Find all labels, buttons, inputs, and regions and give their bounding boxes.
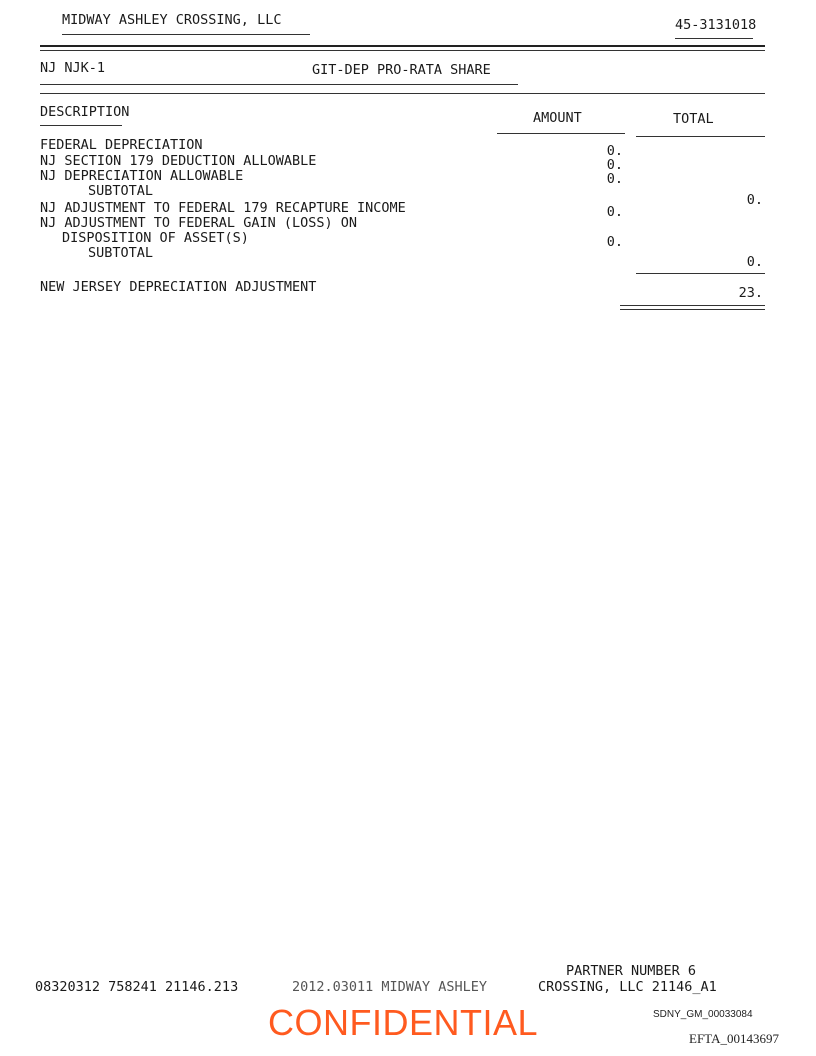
col-header-total: TOTAL [673,111,714,127]
col-header-amount: AMOUNT [533,110,582,126]
row-amount: 0. [606,143,623,159]
row-label: FEDERAL DEPRECIATION [40,137,203,153]
row-label: NJ ADJUSTMENT TO FEDERAL 179 RECAPTURE INCOME [40,200,406,216]
partner-number: PARTNER NUMBER 6 [566,963,697,979]
efta-number: EFTA_00143697 [689,1031,779,1046]
final-total: 23. [738,285,763,301]
form-title: GIT-DEP PRO-RATA SHARE [312,62,491,78]
confidential-stamp: CONFIDENTIAL [268,1002,539,1043]
total-header-rule [636,136,765,137]
footer-code-right: CROSSING, LLC 21146_A1 [538,979,717,995]
footer-code-left: 08320312 758241 21146.213 [35,979,239,995]
company-name: MIDWAY ASHLEY CROSSING, LLC [62,12,282,28]
final-double-rule-1 [620,305,765,306]
total-rule [636,273,765,274]
row-label: DISPOSITION OF ASSET(S) [62,230,249,246]
final-label: NEW JERSEY DEPRECIATION ADJUSTMENT [40,279,317,295]
top-rule-1 [40,45,765,47]
row-amount: 0. [606,234,623,250]
form-bar-rule [40,84,518,85]
row-label: NJ SECTION 179 DEDUCTION ALLOWABLE [40,153,317,169]
bates-number: SDNY_GM_00033084 [653,1009,753,1020]
company-underline [62,34,310,35]
row-amount: 0. [606,204,623,220]
row-label: NJ ADJUSTMENT TO FEDERAL GAIN (LOSS) ON [40,215,357,231]
subtotal-label: SUBTOTAL [88,183,154,199]
row-amount: 0. [606,157,623,173]
ein-underline [675,38,753,39]
description-underline [40,125,122,126]
row-label: NJ DEPRECIATION ALLOWABLE [40,168,244,184]
final-double-rule-2 [620,309,765,310]
subtotal-total: 0. [746,254,763,270]
footer-code-mid: 2012.03011 MIDWAY ASHLEY [292,979,488,995]
ein: 45-3131018 [675,17,757,33]
subtotal-label: SUBTOTAL [88,245,154,261]
row-amount: 0. [606,171,623,187]
form-id: NJ NJK-1 [40,60,106,76]
subtotal-total: 0. [746,192,763,208]
section-rule [40,93,765,94]
col-header-description: DESCRIPTION [40,104,130,120]
top-rule-2 [40,50,765,51]
amount-header-rule [497,133,625,134]
